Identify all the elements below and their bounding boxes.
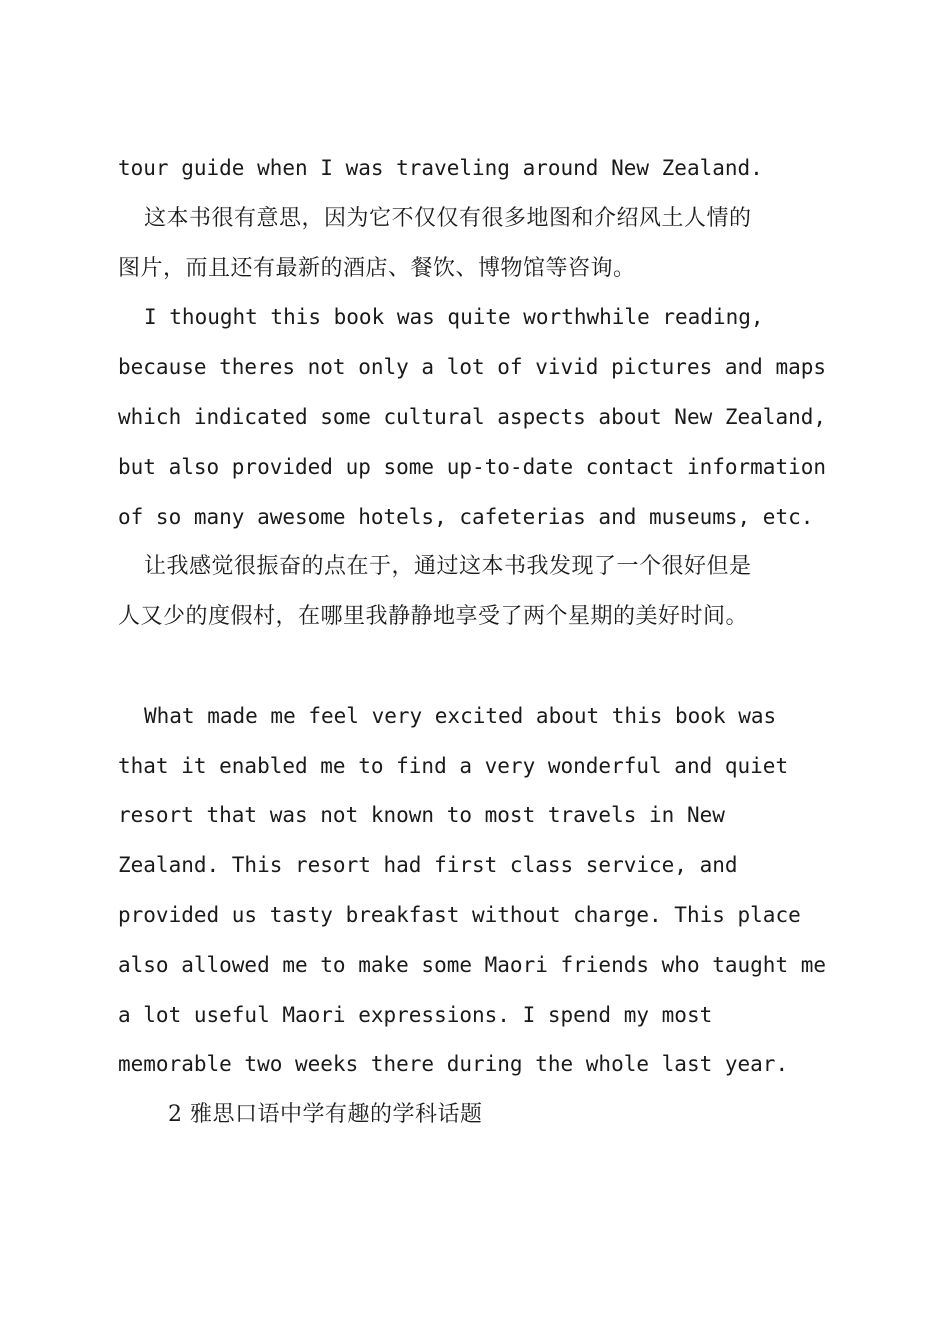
text-line: I thought this book was quite worthwhile reading, — [144, 305, 764, 330]
text-line: 图片，而且还有最新的酒店、餐饮、博物馆等咨询。 — [118, 255, 636, 281]
text-line: 让我感觉很振奋的点在于，通过这本书我发现了一个很好但是 — [144, 554, 752, 580]
text-line: Zealand. This resort had first class service, and — [118, 853, 738, 878]
text-line: 这本书很有意思，因为它不仅仅有很多地图和介绍风土人情的 — [144, 205, 752, 231]
text-line: provided us tasty breakfast without charge. This place — [118, 902, 801, 927]
text-line: a lot useful Maori expressions. I spend my most — [118, 1002, 713, 1027]
text-line: tour guide when I was traveling around New Zealand. — [118, 156, 763, 180]
text-line: but also provided up some up-to-date contact information — [118, 454, 827, 479]
text-line: of so many awesome hotels, cafeterias and museums, etc. — [118, 504, 814, 529]
text-line: memorable two weeks there during the whole last year. — [118, 1052, 789, 1077]
text-line: What made me feel very excited about this book was — [144, 703, 777, 728]
section-heading: 2 雅思口语中学有趣的学科话题 — [168, 1102, 483, 1128]
text-line: also allowed me to make some Maori friends who taught me — [118, 952, 827, 977]
text-line: resort that was not known to most travels in New — [118, 803, 725, 828]
text-line: that it enabled me to find a very wonderful and quiet — [118, 753, 789, 778]
text-line: because theres not only a lot of vivid pictures and maps — [118, 355, 827, 380]
document-body — [118, 144, 858, 1140]
text-line: 人又少的度假村，在哪里我静静地享受了两个星期的美好时间。 — [118, 604, 749, 630]
blank-line — [118, 642, 858, 692]
text-line: which indicated some cultural aspects about New Zealand, — [118, 404, 827, 429]
